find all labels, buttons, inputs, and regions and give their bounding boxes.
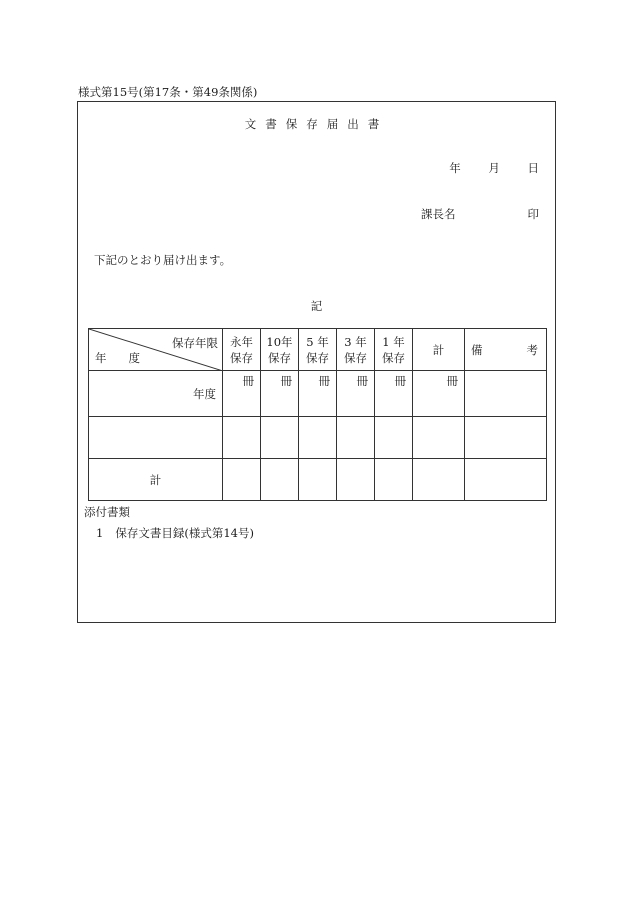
- date-year: 年: [449, 161, 461, 175]
- empty-cell: [337, 417, 375, 459]
- empty-cell: [261, 459, 299, 501]
- table-row: [89, 417, 547, 459]
- book-unit: 冊: [375, 371, 413, 417]
- empty-cell: [375, 417, 413, 459]
- empty-cell: [413, 459, 465, 501]
- table-header-row: [89, 329, 547, 371]
- book-unit: 冊: [223, 371, 261, 417]
- ki-heading: 記: [310, 299, 323, 313]
- date-month: 月: [488, 161, 500, 175]
- header-remarks: [465, 329, 547, 371]
- diag-retention-label: 保存年限: [172, 336, 218, 350]
- attachment-item: [96, 525, 254, 541]
- diag-year-char: 年: [95, 351, 107, 365]
- form-frame: [77, 101, 556, 623]
- chief-label: 課長名: [421, 207, 456, 221]
- header-10y: 10年 保存: [261, 329, 299, 371]
- empty-cell: [223, 459, 261, 501]
- attachment-text: 保存文書目録(様式第14号): [115, 526, 254, 540]
- form-title: 文書保存届出書: [244, 117, 389, 131]
- empty-cell: [375, 459, 413, 501]
- attachment-number: 1: [96, 526, 104, 540]
- table-total-row: [89, 459, 547, 501]
- remarks-cell: [465, 371, 547, 417]
- date-line: [449, 160, 539, 176]
- book-unit: 冊: [261, 371, 299, 417]
- empty-cell: [89, 417, 223, 459]
- diag-year-label: [95, 350, 140, 366]
- diag-do-char: 度: [128, 351, 140, 365]
- remarks-char-2: 考: [526, 342, 538, 357]
- empty-cell: [465, 417, 547, 459]
- empty-cell: [299, 417, 337, 459]
- book-unit: 冊: [413, 371, 465, 417]
- header-1y: 1 年 保存: [375, 329, 413, 371]
- table-row: [89, 371, 547, 417]
- header-5y: 5 年 保存: [299, 329, 337, 371]
- attachments-heading: 添付書類: [84, 505, 130, 519]
- empty-cell: [223, 417, 261, 459]
- row-year-label: 年度: [89, 371, 223, 417]
- form-number: 様式第15号(第17条・第49条関係): [78, 85, 258, 99]
- intro-text: 下記のとおり届け出ます。: [94, 253, 232, 267]
- empty-cell: [299, 459, 337, 501]
- seal-mark: 印: [527, 207, 539, 221]
- book-unit: 冊: [299, 371, 337, 417]
- chief-line: [421, 206, 539, 222]
- header-3y: 3 年 保存: [337, 329, 375, 371]
- header-total: 計: [413, 329, 465, 371]
- total-row-label: 計: [89, 459, 223, 501]
- remarks-char-1: 備: [471, 342, 483, 357]
- book-unit: 冊: [337, 371, 375, 417]
- empty-cell: [261, 417, 299, 459]
- retention-table: [88, 328, 547, 501]
- header-permanent: 永年 保存: [223, 329, 261, 371]
- empty-cell: [337, 459, 375, 501]
- empty-cell: [413, 417, 465, 459]
- date-day: 日: [527, 161, 539, 175]
- diagonal-header-cell: [89, 329, 223, 371]
- empty-cell: [465, 459, 547, 501]
